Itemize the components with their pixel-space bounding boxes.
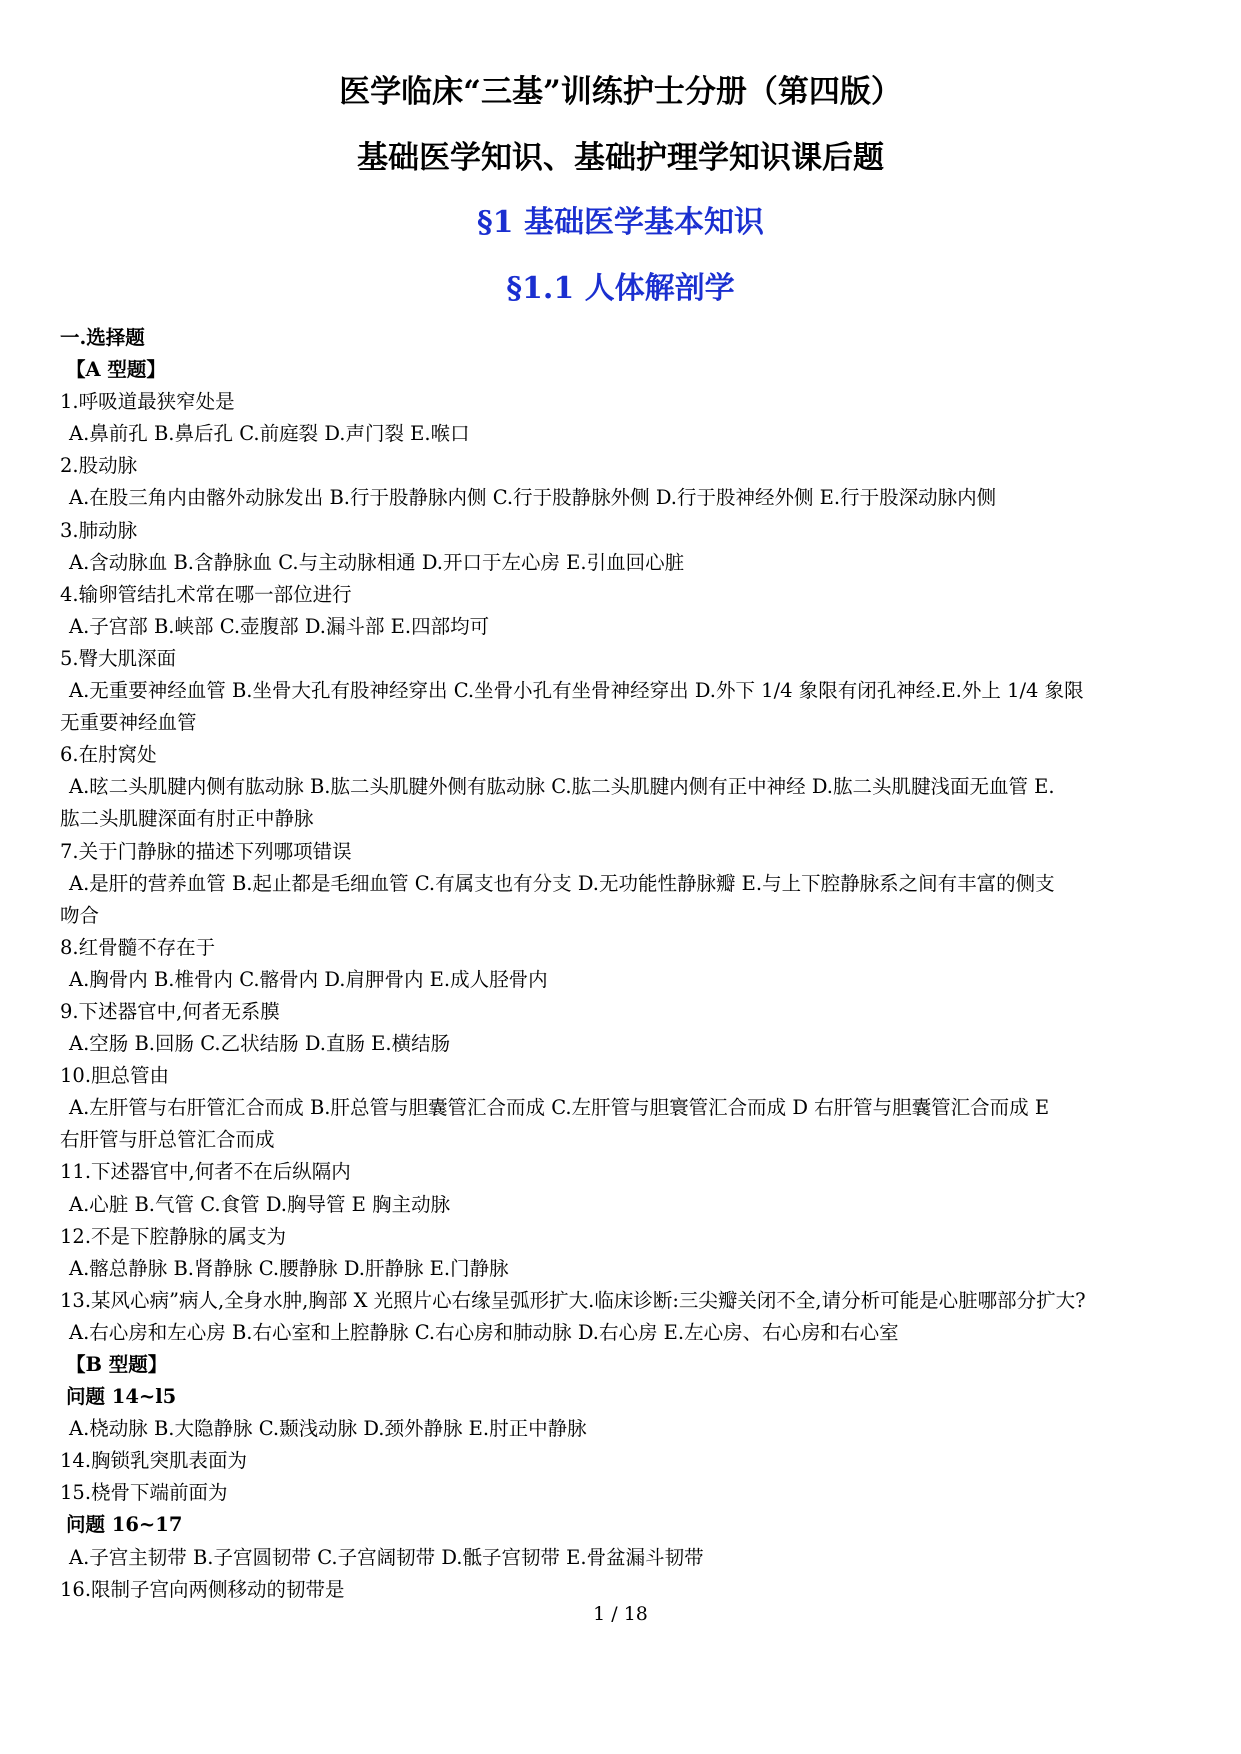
page-number: 1 / 18 bbox=[593, 1603, 648, 1625]
question-15: 15.桡骨下端前面为 bbox=[60, 1481, 228, 1505]
question-8: 8.红骨髓不存在于 bbox=[60, 935, 216, 959]
part-heading: 一.选择题 bbox=[60, 326, 145, 349]
question-8-options: A.胸骨内 B.椎骨内 C.髂骨内 D.肩胛骨内 E.成人胫骨内 bbox=[69, 967, 548, 991]
question-14: 14.胸锁乳突肌表面为 bbox=[60, 1449, 248, 1473]
question-3: 3.肺动脉 bbox=[60, 518, 138, 542]
question-16: 16.限制子宫向两侧移动的韧带是 bbox=[60, 1577, 345, 1601]
question-9-options: A.空肠 B.回肠 C.乙状结肠 D.直肠 E.横结肠 bbox=[69, 1032, 451, 1056]
question-11-options: A.心脏 B.气管 C.食管 D.胸导管 E 胸主动脉 bbox=[69, 1192, 451, 1216]
question-13: 13.某风心病”病人,全身水肿,胸部 X 光照片心右缘呈弧形扩大.临床诊断:三尖瓣关闭不全,请分析可能是心脏哪部分扩大? bbox=[60, 1288, 1086, 1312]
document-subtitle: 基础医学知识、基础护理学知识课后题 bbox=[357, 140, 884, 176]
question-10: 10.胆总管由 bbox=[60, 1064, 170, 1088]
question-7-options: A.是肝的营养血管 B.起止都是毛细血管 C.有属支也有分支 D.无功能性静脉瓣 E.与上下腔静脉系之间有丰富的侧支 bbox=[69, 871, 1055, 895]
question-9: 9.下述器官中,何者无系膜 bbox=[60, 999, 280, 1023]
question-1: 1.呼吸道最狭窄处是 bbox=[60, 390, 235, 414]
question-4-options: A.子宫部 B.峡部 C.壶腹部 D.漏斗部 E.四部均可 bbox=[69, 614, 490, 638]
question-7-options-cont: 吻合 bbox=[60, 903, 100, 927]
question-5-options: A.无重要神经血管 B.坐骨大孔有股神经穿出 C.坐骨小孔有坐骨神经穿出 D.外下 1/4 象限有闭孔神经.E.外上 1/4 象限 bbox=[69, 679, 1084, 703]
question-5: 5.臀大肌深面 bbox=[60, 646, 177, 670]
question-1-options: A.鼻前孔 B.鼻后孔 C.前庭裂 D.声门裂 E.喉口 bbox=[69, 422, 470, 446]
question-3-options: A.含动脉血 B.含静脉血 C.与主动脉相通 D.开口于左心房 E.引血回心脏 bbox=[69, 550, 685, 574]
question-group-16-17-options: A.子宫主韧带 B.子宫圆韧带 C.子宫阔韧带 D.骶子宫韧带 E.骨盆漏斗韧带 bbox=[69, 1545, 704, 1569]
question-11: 11.下述器官中,何者不在后纵隔内 bbox=[60, 1160, 351, 1184]
question-list bbox=[60, 322, 1190, 1606]
question-5-options-cont: 无重要神经血管 bbox=[60, 711, 197, 735]
question-2-options: A.在股三角内由髂外动脉发出 B.行于股静脉内侧 C.行于股静脉外侧 D.行于股神经外侧 E.行于股深动脉内侧 bbox=[69, 486, 997, 510]
question-group-14-15-heading: 问题 14~l5 bbox=[66, 1385, 177, 1409]
question-4: 4.输卵管结扎术常在哪一部位进行 bbox=[60, 582, 352, 606]
question-7: 7.关于门静脉的描述下列哪项错误 bbox=[60, 839, 352, 863]
section-heading: §1.1 人体解剖学 bbox=[506, 271, 735, 306]
document-title: 医学临床“三基”训练护士分册（第四版） bbox=[339, 74, 902, 110]
question-group-14-15-options: A.桡动脉 B.大隐静脉 C.颞浅动脉 D.颈外静脉 E.肘正中静脉 bbox=[69, 1417, 587, 1441]
question-10-options-cont: 右肝管与肝总管汇合而成 bbox=[60, 1128, 275, 1152]
question-13-options: A.右心房和左心房 B.右心室和上腔静脉 C.右心房和肺动脉 D.右心房 E.左心房、右心房和右心室 bbox=[69, 1320, 899, 1344]
question-6: 6.在肘窝处 bbox=[60, 743, 157, 767]
question-12-options: A.髂总静脉 B.肾静脉 C.腰静脉 D.肝静脉 E.门静脉 bbox=[69, 1256, 509, 1280]
question-2: 2.股动脉 bbox=[60, 454, 138, 478]
type-a-heading: 【A 型题】 bbox=[66, 358, 166, 382]
question-10-options: A.左肝管与右肝管汇合而成 B.肝总管与胆囊管汇合而成 C.左肝管与胆寰管汇合而成 D 右肝管与胆囊管汇合而成 E bbox=[69, 1096, 1050, 1120]
question-6-options-cont: 肱二头肌腱深面有肘正中静脉 bbox=[60, 807, 314, 831]
question-6-options: A.昡二头肌腱内侧有肱动脉 B.肱二头肌腱外侧有肱动脉 C.肱二头肌腱内侧有正中神经 D.肱二头肌腱浅面无血管 E. bbox=[69, 775, 1055, 799]
question-group-16-17-heading: 问题 16~17 bbox=[66, 1513, 183, 1537]
chapter-heading: §1 基础医学基本知识 bbox=[476, 205, 764, 240]
type-b-heading: 【B 型题】 bbox=[66, 1353, 168, 1376]
question-12: 12.不是下腔静脉的属支为 bbox=[60, 1224, 287, 1248]
